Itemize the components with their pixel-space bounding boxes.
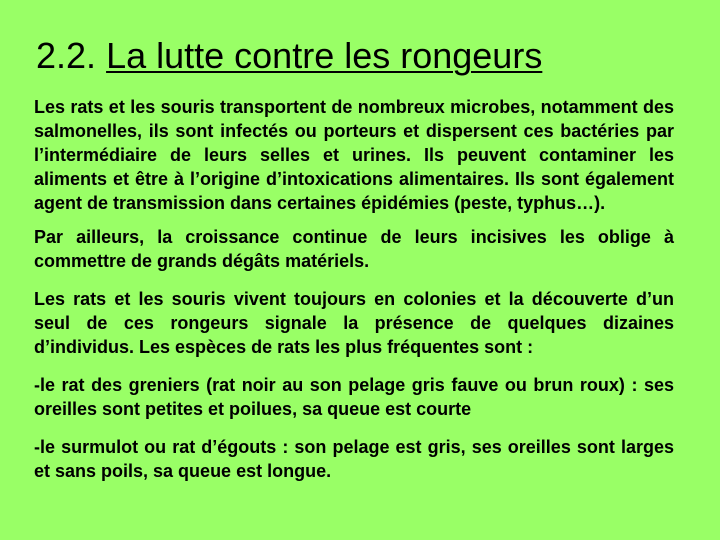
list-item-rat-greniers: -le rat des greniers (rat noir au son pelage gris fauve ou brun roux) : ses oreilles sont petites et poilues, sa queue est courte [34, 375, 674, 419]
list-item-surmulot: -le surmulot ou rat d’égouts : son pelage est gris, ses oreilles sont larges et sans poils, sa queue est longue. [34, 437, 674, 481]
slide-body [34, 95, 674, 483]
slide-title [36, 34, 706, 78]
paragraph-colonies: Les rats et les souris vivent toujours en colonies et la découverte d’un seul de ces rongeurs signale la présence de quelques dizaines d’individus. Les espèces de rats les plus fréquentes sont : [34, 289, 674, 357]
paragraph-rodent-diseases: Les rats et les souris transportent de nombreux microbes, notamment des salmonelles, ils sont infectés ou porteurs et dispersent ces bactéries par l’intermédiaire de leurs selles et urines. Ils peuvent contaminer les aliments et être à l’origine d’intoxications alimentaires. Ils sont également agent de transmission dans certaines épidémies (peste, typhus…). [34, 97, 674, 213]
title-number: 2.2. [36, 35, 97, 76]
paragraph-material-damage: Par ailleurs, la croissance continue de leurs incisives les oblige à commettre de grands dégâts matériels. [34, 227, 674, 271]
title-text: La lutte contre les rongeurs [106, 35, 543, 76]
